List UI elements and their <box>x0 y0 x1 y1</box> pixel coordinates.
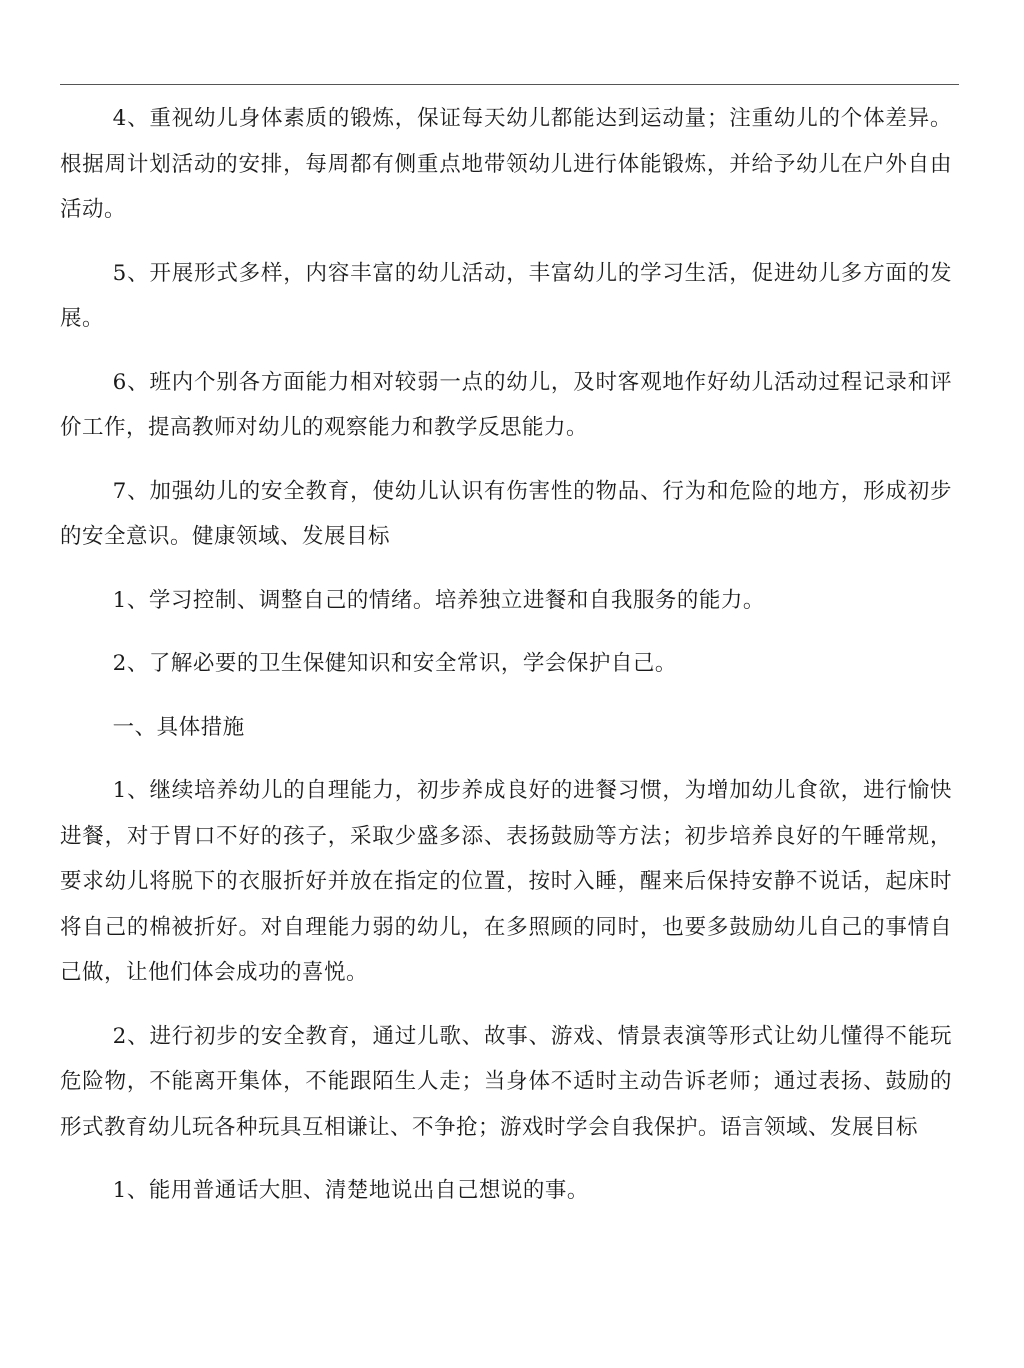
header-divider <box>60 84 959 85</box>
paragraph-item-6: 6、班内个别各方面能力相对较弱一点的幼儿，及时客观地作好幼儿活动过程记录和评价工作，提高教师对幼儿的观察能力和教学反思能力。 <box>60 369 952 440</box>
paragraph-item-5: 5、开展形式多样，内容丰富的幼儿活动，丰富幼儿的学习生活，促进幼儿多方面的发展。 <box>60 260 952 331</box>
paragraph-health-goal-1: 1、学习控制、调整自己的情绪。培养独立进餐和自我服务的能力。 <box>112 587 765 613</box>
paragraph-health-goal-2: 2、了解必要的卫生保健知识和安全常识，学会保护自己。 <box>112 651 677 676</box>
paragraph-measure-2: 2、进行初步的安全教育，通过儿歌、故事、游戏、情景表演等形式让幼儿懂得不能玩危险物，不能离开集体，不能跟陌生人走；当身体不适时主动告诉老师；通过表扬、鼓励的形式教育幼儿玩各种玩具互相谦让、不争抢；游戏时学会自我保护。语言领域、发展目标 <box>60 1023 952 1140</box>
document-body <box>60 96 952 1232</box>
paragraph-item-7: 7、加强幼儿的安全教育，使幼儿认识有伤害性的物品、行为和危险的地方，形成初步的安全意识。健康领域、发展目标 <box>60 478 952 549</box>
paragraph-measure-1: 1、继续培养幼儿的自理能力，初步养成良好的进餐习惯，为增加幼儿食欲，进行愉快进餐，对于胃口不好的孩子，采取少盛多添、表扬鼓励等方法；初步培养良好的午睡常规，要求幼儿将脱下的衣服折好并放在指定的位置，按时入睡，醒来后保持安静不说话，起床时将自己的棉被折好。对自理能力弱的幼儿，在多照顾的同时，也要多鼓励幼儿自己的事情自己做，让他们体会成功的喜悦。 <box>60 778 952 985</box>
paragraph-item-4: 4、重视幼儿身体素质的锻炼，保证每天幼儿都能达到运动量；注重幼儿的个体差异。根据周计划活动的安排，每周都有侧重点地带领幼儿进行体能锻炼，并给予幼儿在户外自由活动。 <box>60 106 952 222</box>
paragraph-language-goal-1: 1、能用普通话大胆、清楚地说出自己想说的事。 <box>112 1178 589 1203</box>
section-heading-measures: 一、具体措施 <box>112 714 245 740</box>
